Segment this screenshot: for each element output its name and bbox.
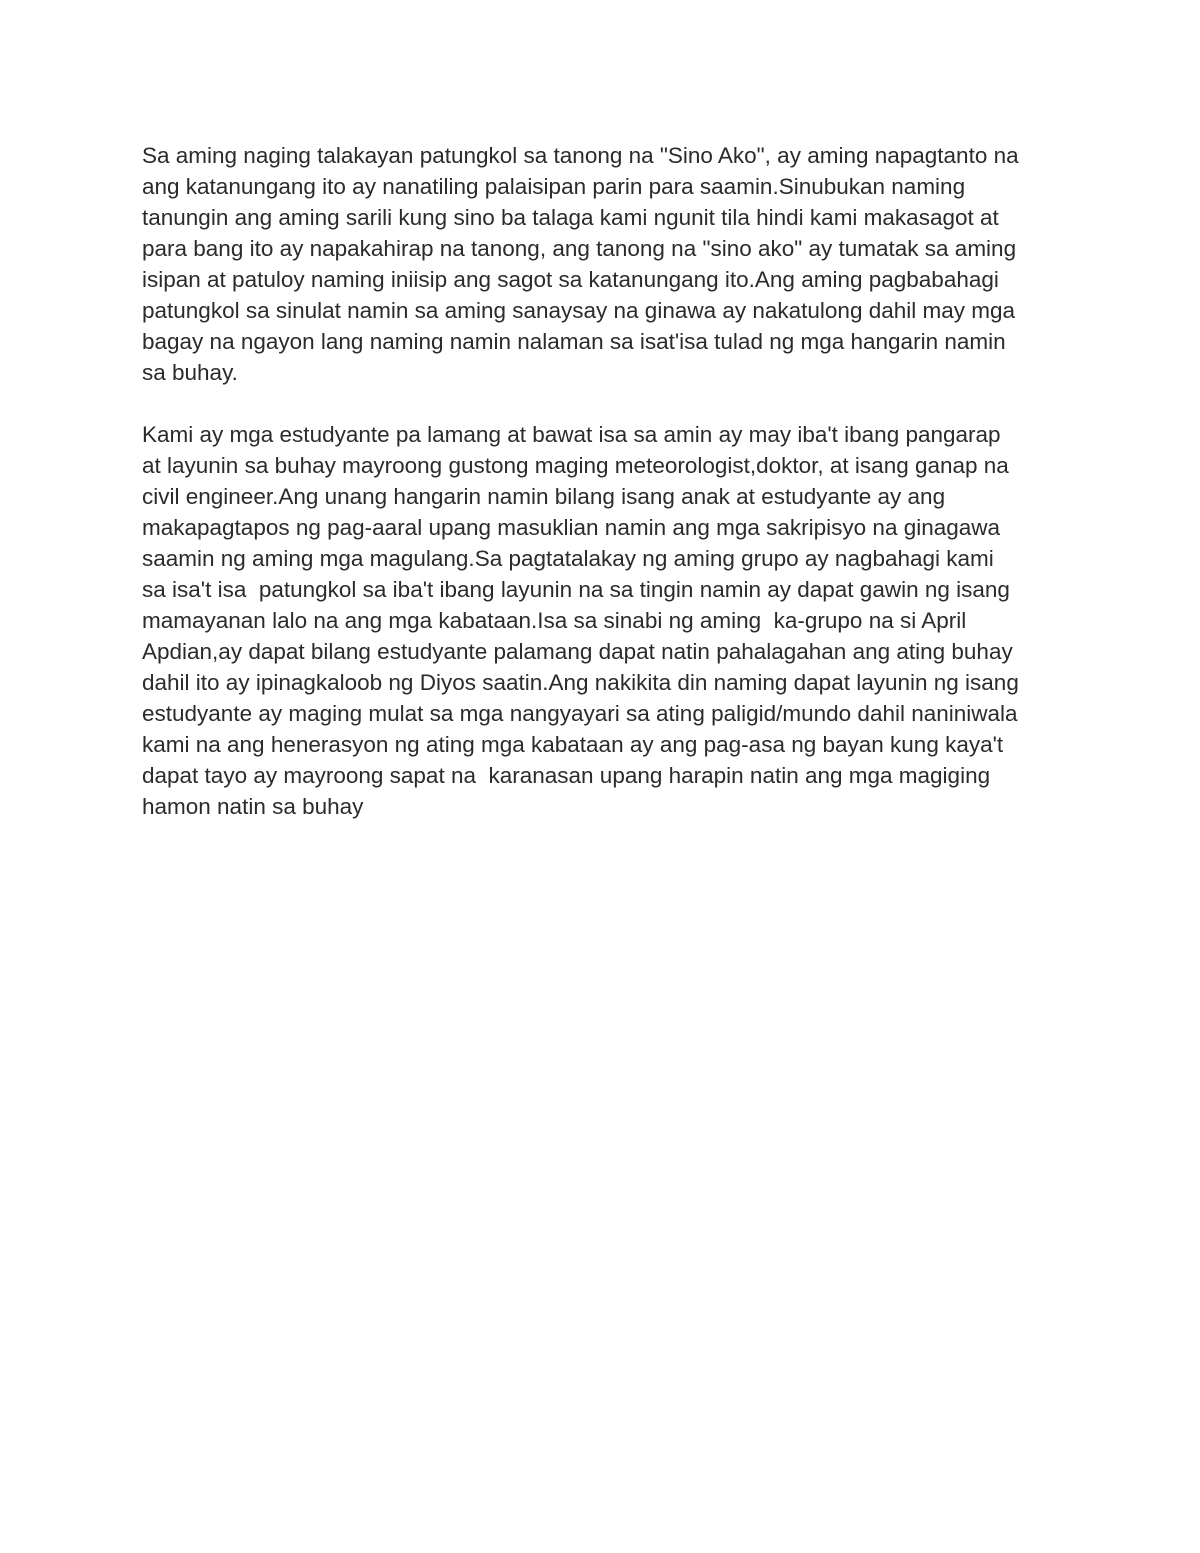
- text-line: dapat tayo ay mayroong sapat na karanasan upang harapin natin ang mga magiging: [142, 763, 991, 788]
- paragraph-spacer: [142, 388, 1072, 419]
- text-line: isipan at patuloy naming iniisip ang sagot sa katanungang ito.Ang aming pagbabahagi: [142, 267, 999, 292]
- paragraph-2: [142, 419, 1072, 822]
- text-line: hamon natin sa buhay: [142, 794, 364, 819]
- text-line: patungkol sa sinulat namin sa aming sanaysay na ginawa ay nakatulong dahil may mga: [142, 298, 1016, 323]
- text-line: makapagtapos ng pag-aaral upang masuklian namin ang mga sakripisyo na ginagawa: [142, 515, 1001, 540]
- paragraph-1: [142, 140, 1072, 388]
- document-body: [142, 140, 1072, 822]
- text-line: sa buhay.: [142, 360, 238, 385]
- text-line: at layunin sa buhay mayroong gustong maging meteorologist,doktor, at isang ganap na: [142, 453, 1009, 478]
- text-line: tanungin ang aming sarili kung sino ba talaga kami ngunit tila hindi kami makasagot at: [142, 205, 999, 230]
- text-line: bagay na ngayon lang naming namin nalaman sa isat'isa tulad ng mga hangarin namin: [142, 329, 1006, 354]
- text-line: ang katanungang ito ay nanatiling palaisipan parin para saamin.Sinubukan naming: [142, 174, 966, 199]
- text-line: dahil ito ay ipinagkaloob ng Diyos saatin.Ang nakikita din naming dapat layunin ng isang: [142, 670, 1019, 695]
- text-line: Sa aming naging talakayan patungkol sa tanong na "Sino Ako", ay aming napagtanto na: [142, 143, 1019, 168]
- text-line: Apdian,ay dapat bilang estudyante palamang dapat natin pahalagahan ang ating buhay: [142, 639, 1013, 664]
- text-line: kami na ang henerasyon ng ating mga kabataan ay ang pag-asa ng bayan kung kaya't: [142, 732, 1004, 757]
- text-line: sa isa't isa patungkol sa iba't ibang layunin na sa tingin namin ay dapat gawin ng isang: [142, 577, 1010, 602]
- text-line: para bang ito ay napakahirap na tanong, ang tanong na "sino ako" ay tumatak sa aming: [142, 236, 1017, 261]
- text-line: civil engineer.Ang unang hangarin namin bilang isang anak at estudyante ay ang: [142, 484, 946, 509]
- text-line: saamin ng aming mga magulang.Sa pagtatalakay ng aming grupo ay nagbahagi kami: [142, 546, 994, 571]
- text-line: mamayanan lalo na ang mga kabataan.Isa sa sinabi ng aming ka-grupo na si April: [142, 608, 967, 633]
- text-line: Kami ay mga estudyante pa lamang at bawat isa sa amin ay may iba't ibang pangarap: [142, 422, 1001, 447]
- text-line: estudyante ay maging mulat sa mga nangyayari sa ating paligid/mundo dahil naniniwala: [142, 701, 1018, 726]
